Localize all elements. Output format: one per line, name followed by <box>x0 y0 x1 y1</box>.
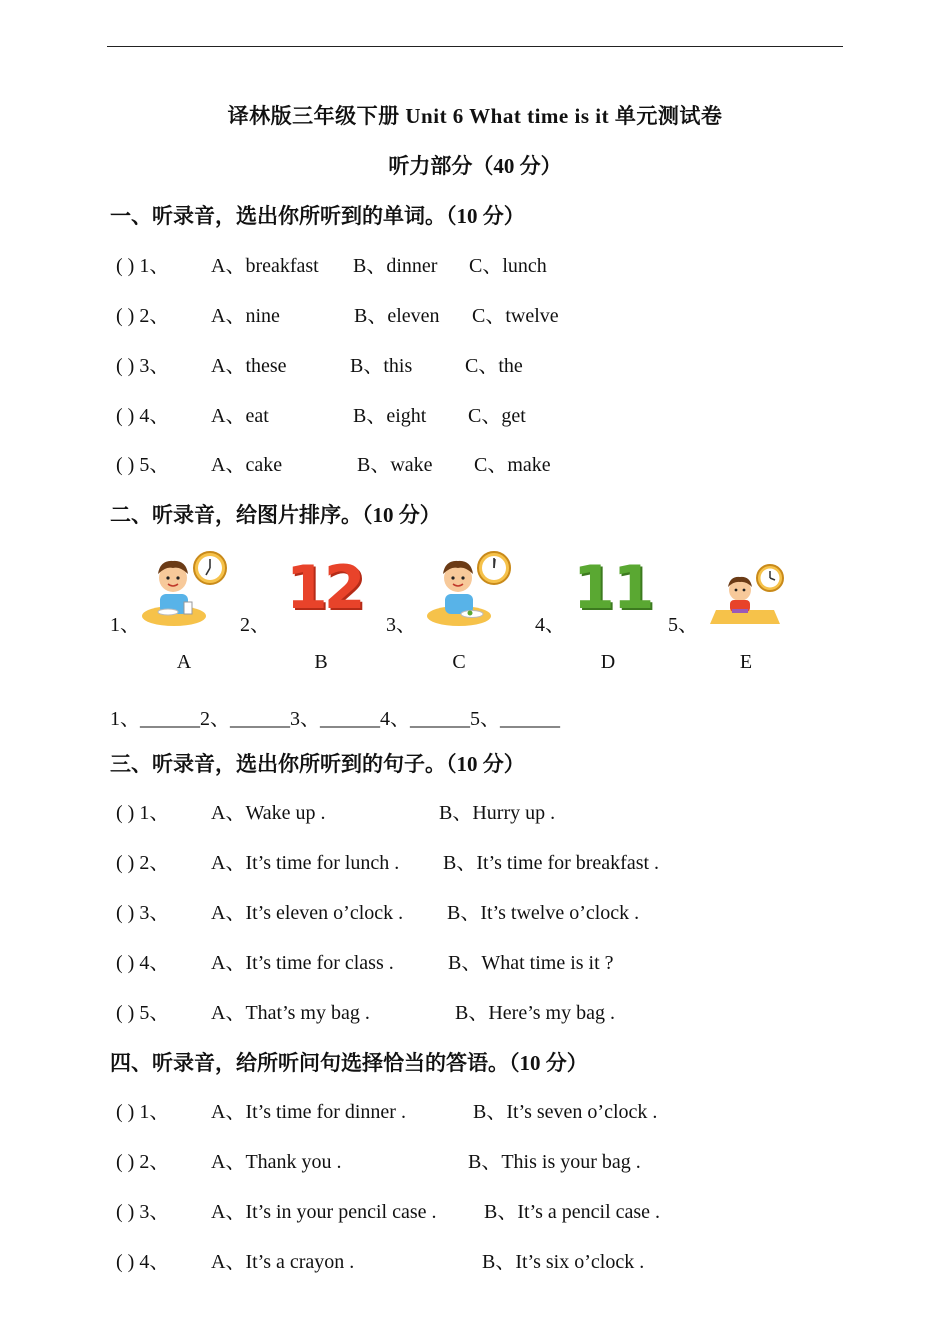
picture-number: 2、 <box>240 614 270 636</box>
option-a: A、Wake up . <box>211 802 326 824</box>
picture-letter: B <box>314 651 328 673</box>
option-b: B、eight <box>353 405 427 427</box>
question-number: ( ) 3、 <box>116 902 170 924</box>
boy-breakfast-clock-picture <box>140 546 232 630</box>
option-b: B、It’s a pencil case . <box>484 1201 661 1223</box>
option-c: C、get <box>468 405 526 427</box>
boy-desk-clock-picture <box>704 562 786 630</box>
question-number: ( ) 2、 <box>116 305 170 327</box>
section2-title: 二、听录音，给图片排序。（10 分） <box>110 503 441 527</box>
option-b: B、It’s six o’clock . <box>482 1251 645 1273</box>
question-number: ( ) 1、 <box>116 1101 170 1123</box>
number-12-picture: 12 <box>286 553 362 623</box>
picture-number: 3、 <box>386 614 416 636</box>
question-number: ( ) 3、 <box>116 355 170 377</box>
question-number: ( ) 2、 <box>116 1151 170 1173</box>
question-number: ( ) 1、 <box>116 255 170 277</box>
option-a: A、breakfast <box>211 255 319 277</box>
option-b: B、It’s seven o’clock . <box>473 1101 658 1123</box>
option-c: C、lunch <box>469 255 547 277</box>
option-a: A、It’s time for dinner . <box>211 1101 406 1123</box>
option-c: C、make <box>474 454 551 476</box>
option-c: C、the <box>465 355 523 377</box>
option-b: B、What time is it ? <box>448 952 614 974</box>
option-b: B、Hurry up . <box>439 802 556 824</box>
picture-letter: D <box>600 651 616 673</box>
option-b: B、It’s time for breakfast . <box>443 852 660 874</box>
option-a: A、It’s a crayon . <box>211 1251 355 1273</box>
option-a: A、It’s time for class . <box>211 952 394 974</box>
option-b: B、Here’s my bag . <box>455 1002 615 1024</box>
question-number: ( ) 4、 <box>116 1251 170 1273</box>
picture-letter: E <box>739 651 753 673</box>
option-c: C、twelve <box>472 305 559 327</box>
option-a: A、nine <box>211 305 280 327</box>
picture-number: 5、 <box>668 614 698 636</box>
option-a: A、That’s my bag . <box>211 1002 370 1024</box>
question-number: ( ) 5、 <box>116 454 170 476</box>
number-11-picture: 11 <box>573 553 653 623</box>
option-a: A、cake <box>211 454 283 476</box>
option-b: B、wake <box>357 454 433 476</box>
page-subtitle: 听力部分（40 分） <box>388 154 562 178</box>
section1-title: 一、听录音，选出你所听到的单词。（10 分） <box>110 204 525 228</box>
option-a: A、It’s time for lunch . <box>211 852 400 874</box>
boy-lunch-clock-picture <box>424 548 516 630</box>
header-rule <box>107 46 843 47</box>
page-title: 译林版三年级下册 Unit 6 What time is it 单元测试卷 <box>227 104 723 128</box>
section4-title: 四、听录音，给所听问句选择恰当的答语。（10 分） <box>110 1051 588 1075</box>
question-number: ( ) 2、 <box>116 852 170 874</box>
question-number: ( ) 5、 <box>116 1002 170 1024</box>
option-a: A、these <box>211 355 287 377</box>
question-number: ( ) 3、 <box>116 1201 170 1223</box>
option-b: B、eleven <box>354 305 440 327</box>
section3-title: 三、听录音，选出你所听到的句子。（10 分） <box>110 752 525 776</box>
picture-letter: C <box>452 651 466 673</box>
picture-letter: A <box>176 651 192 673</box>
option-b: B、It’s twelve o’clock . <box>447 902 640 924</box>
picture-number: 1、 <box>110 614 140 636</box>
question-number: ( ) 1、 <box>116 802 170 824</box>
option-a: A、Thank you . <box>211 1151 342 1173</box>
option-b: B、dinner <box>353 255 438 277</box>
option-b: B、this <box>350 355 413 377</box>
option-a: A、It’s in your pencil case . <box>211 1201 437 1223</box>
option-b: B、This is your bag . <box>468 1151 641 1173</box>
picture-number: 4、 <box>535 614 565 636</box>
question-number: ( ) 4、 <box>116 405 170 427</box>
ordering-answer-blanks[interactable]: 1、______2、______3、______4、______5、______ <box>110 708 560 730</box>
option-a: A、It’s eleven o’clock . <box>211 902 404 924</box>
option-a: A、eat <box>211 405 269 427</box>
question-number: ( ) 4、 <box>116 952 170 974</box>
